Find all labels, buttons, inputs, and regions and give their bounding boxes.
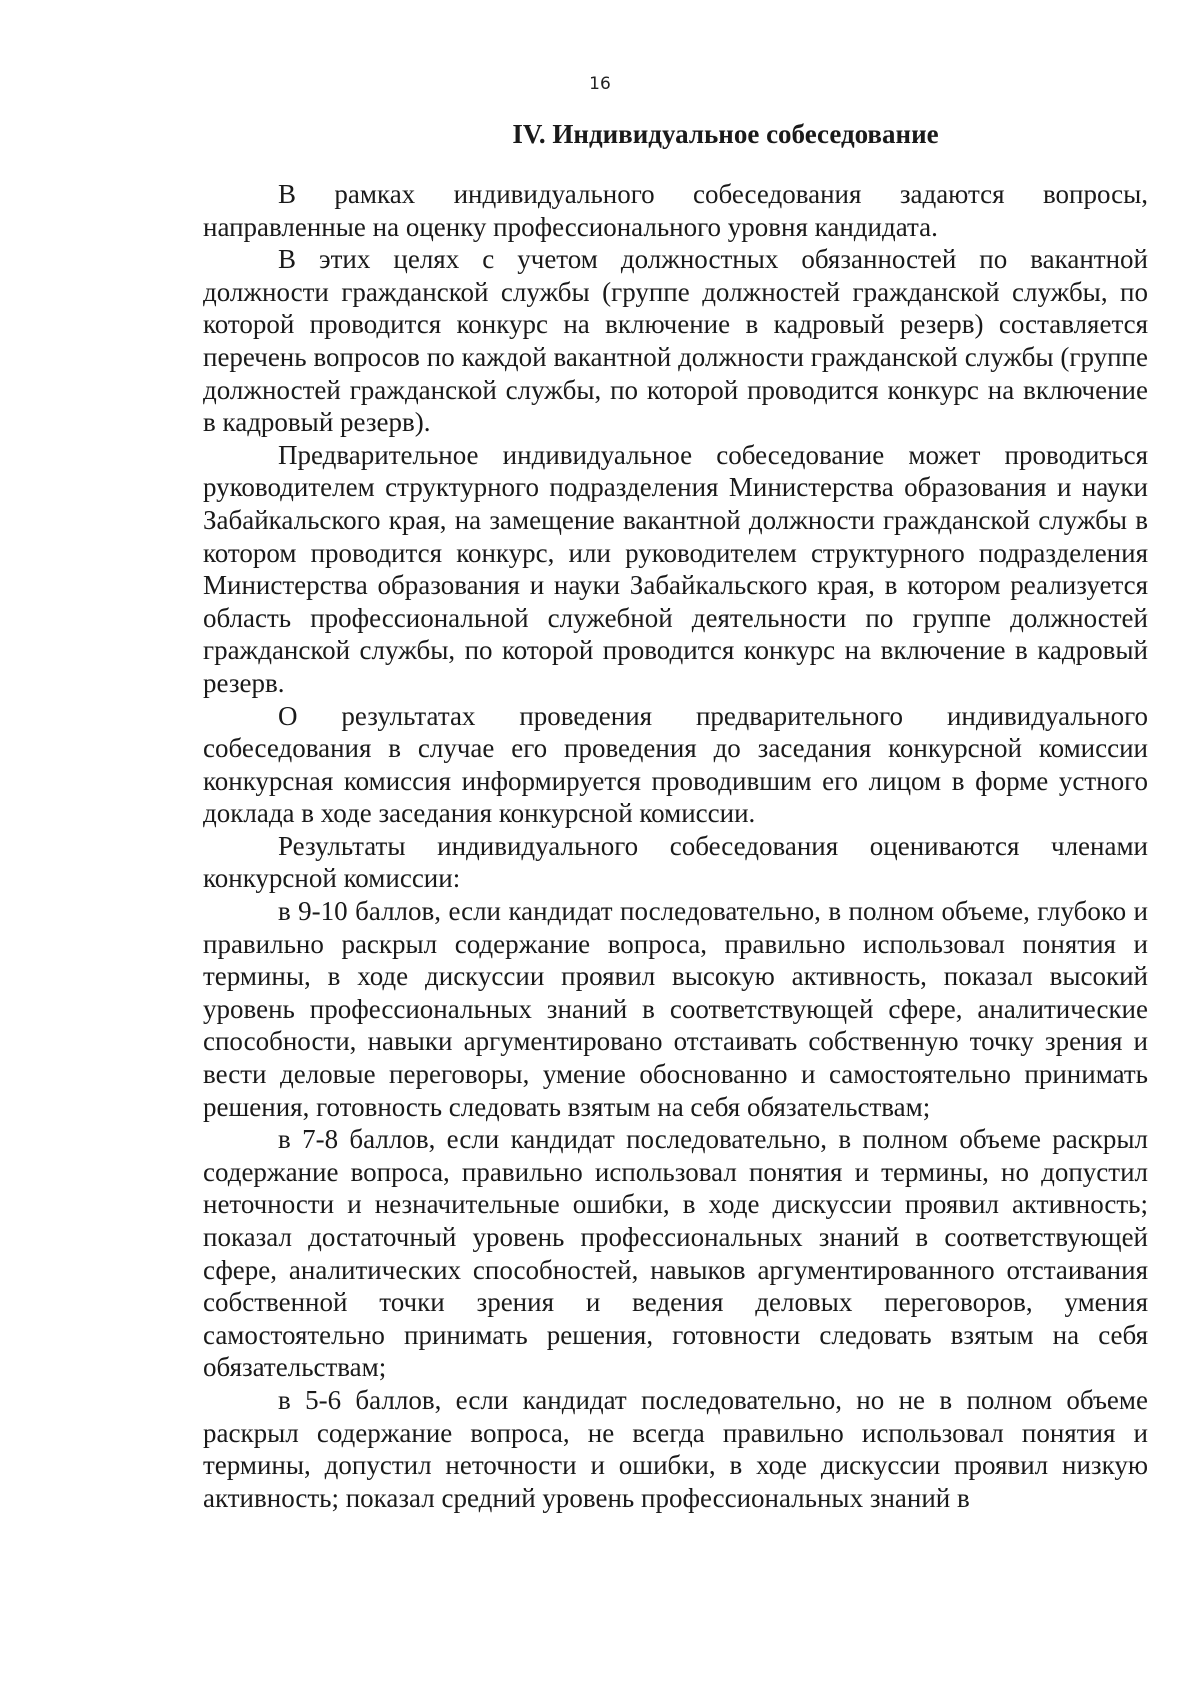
paragraph-score-7-8: в 7-8 баллов, если кандидат последовательно, в полном объеме раскрыл содержание вопроса, правильно использовал понятия и термины, но допустил неточности и незначительные ошибки, в ходе дискуссии проявил активность; показал достаточный уровень профессиональных знаний в соответствующей сфере, аналитических способностей, навыков аргументированного отстаивания собственной точки зрения и ведения деловых переговоров, умения самостоятельно принимать решения, готовности следовать взятым на себя обязательствам; bbox=[203, 1124, 1148, 1383]
paragraph-score-9-10: в 9-10 баллов, если кандидат последовательно, в полном объеме, глубоко и правильно раскрыл содержание вопроса, правильно использовал понятия и термины, в ходе дискуссии проявил высокую активность, показал высокий уровень профессиональных знаний в соответствующей сфере, аналитические способности, навыки аргументировано отстаивать собственную точку зрения и вести деловые переговоры, умение обоснованно и самостоятельно принимать решения, готовность следовать взятым на себя обязательствам; bbox=[203, 896, 1148, 1122]
paragraph-score-5-6: в 5-6 баллов, если кандидат последовательно, но не в полном объеме раскрыл содержание вопроса, не всегда правильно использовал понятия и термины, допустил неточности и ошибки, в ходе дискуссии проявил низкую активность; показал средний уровень профессиональных знаний в bbox=[203, 1384, 1148, 1513]
paragraph-interview-results-report: О результатах проведения предварительного индивидуального собеседования в случае его проведения до заседания конкурсной комиссии конкурсная комиссия информируется проводившим его лицом в форме устного доклада в ходе заседания конкурсной комиссии. bbox=[203, 700, 1148, 829]
paragraph-question-list: В этих целях с учетом должностных обязанностей по вакантной должности гражданской службы (группе должностей гражданской службы, по которой проводится конкурс на включение в кадровый резерв) составляется перечень вопросов по каждой вакантной должности гражданской службы (группе должностей гражданской службы, по которой проводится конкурс на включение в кадровый резерв). bbox=[203, 244, 1148, 438]
paragraph-intro: В рамках индивидуального собеседования задаются вопросы, направленные на оценку профессионального уровня кандидата. bbox=[203, 179, 1148, 242]
section-heading: IV. Индивидуальное собеседование bbox=[512, 119, 939, 149]
paragraph-evaluation-intro: Результаты индивидуального собеседования оцениваются членами конкурсной комиссии: bbox=[203, 830, 1148, 894]
document-body bbox=[203, 118, 1148, 1514]
page-number: 16 bbox=[589, 74, 611, 94]
paragraph-preliminary-interview: Предварительное индивидуальное собеседование может проводиться руководителем структурного подразделения Министерства образования и науки Забайкальского края, на замещение вакантной должности гражданской службы в котором проводится конкурс, или руководителем структурного подразделения Министерства образования и науки Забайкальского края, в котором реализуется область профессиональной служебной деятельности по группе должностей гражданской службы, по которой проводится конкурс на включение в кадровый резерв. bbox=[203, 439, 1148, 698]
